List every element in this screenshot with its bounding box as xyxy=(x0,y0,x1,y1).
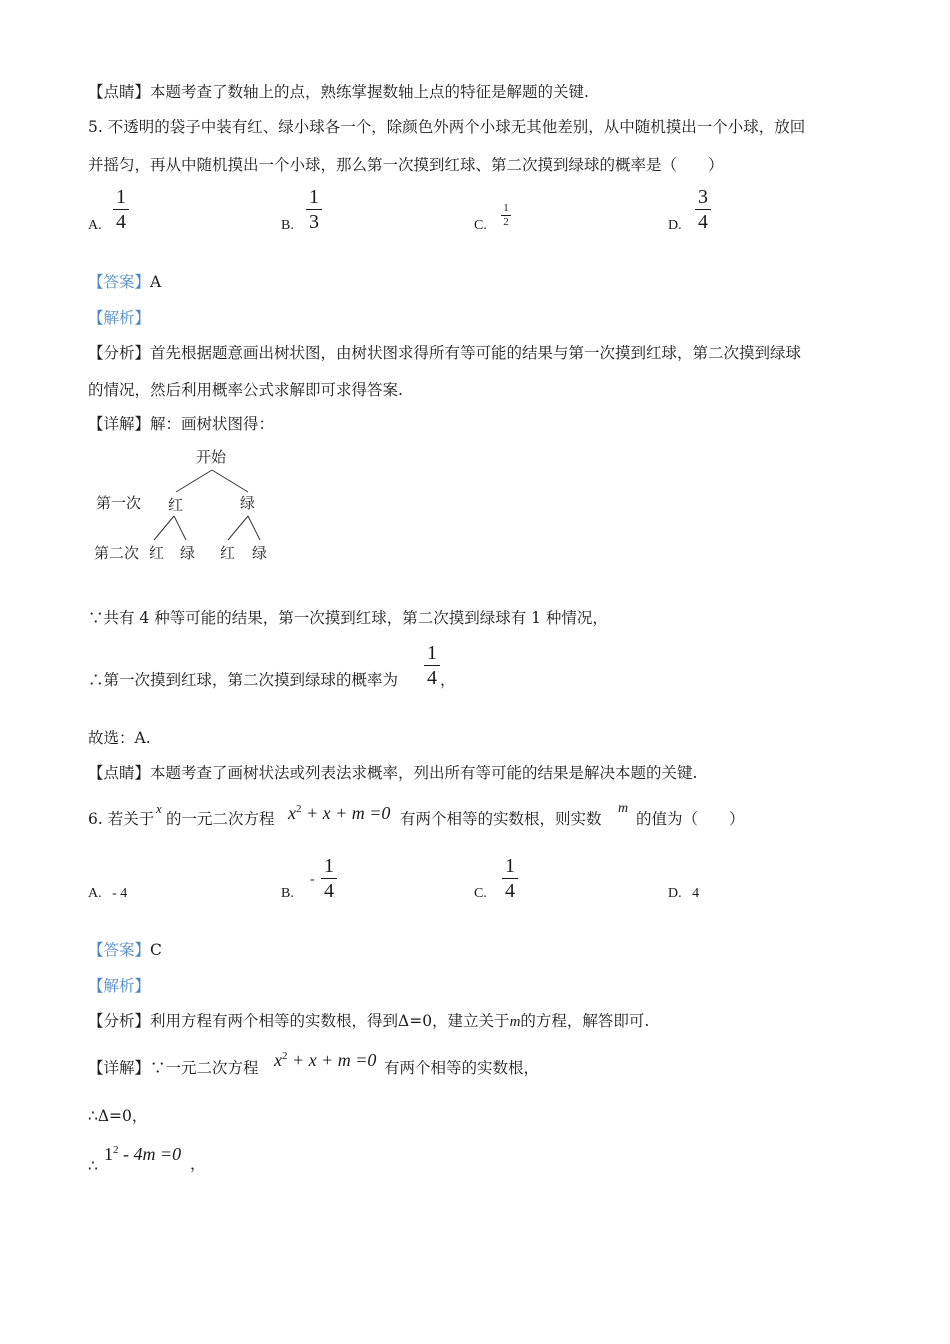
q6-option-c-fraction xyxy=(502,855,518,902)
q5-option-a-label: A. xyxy=(88,218,102,233)
dianjing-tag: 【点睛】 xyxy=(88,764,151,782)
tree-node-red-2a: 红 xyxy=(149,544,165,562)
tree-root: 开始 xyxy=(196,448,227,466)
eq-exponent: 2 xyxy=(296,803,302,815)
q5-stem-line1: 5. 不透明的袋子中装有红、绿小球各一个，除颜色外两个小球无其他差别，从中随机摸出一个小球，放回 xyxy=(88,118,806,136)
tree-level2-label: 第二次 xyxy=(94,544,140,562)
xiangjie-text: 解：画树状图得： xyxy=(150,415,275,433)
q5-stem-line2: 并摇匀，再从中随机摸出一个小球，那么第一次摸到红球、第二次摸到绿球的概率是（ ） xyxy=(88,156,724,174)
denominator: 3 xyxy=(309,211,319,233)
q6-option-c-label: C. xyxy=(474,886,487,901)
numerator: 1 xyxy=(309,186,319,208)
q5-option-d-fraction xyxy=(695,186,711,233)
eq-rest: + x + m =0 xyxy=(287,1050,377,1070)
tree-node-red-2b: 红 xyxy=(220,544,236,562)
numerator: 3 xyxy=(698,186,708,208)
numerator: 1 xyxy=(505,855,515,877)
q5-therefore-fraction xyxy=(424,642,440,689)
q5-therefore-post: ， xyxy=(440,671,456,689)
numerator: 1 xyxy=(116,186,126,208)
q6-final-equation xyxy=(104,1140,181,1164)
dianjing-text: 本题考查了画树状法或列表法求概率，列出所有等可能的结果是解决本题的关键. xyxy=(150,764,698,782)
answer-tag: 【答案】 xyxy=(88,941,151,959)
answer-tag: 【答案】 xyxy=(88,273,151,291)
dianjing-text: 本题考查了数轴上的点，熟练掌握数轴上点的特征是解题的关键. xyxy=(150,83,589,101)
q6-xiangjie-equation xyxy=(274,1046,376,1070)
denominator: 4 xyxy=(116,211,126,233)
q5-dianjing xyxy=(88,763,697,783)
q5-answer xyxy=(88,272,161,292)
denominator: 4 xyxy=(427,667,437,689)
q5-xiangjie xyxy=(88,414,274,434)
tree-node-green-2a: 绿 xyxy=(180,544,196,562)
numerator: 1 xyxy=(324,855,334,877)
q5-option-c-fraction xyxy=(501,203,511,228)
denominator: 4 xyxy=(505,880,515,902)
dianjing-paragraph xyxy=(88,82,589,102)
xiangjie-text: ∵一元二次方程 xyxy=(150,1059,259,1077)
denominator: 4 xyxy=(324,880,334,902)
q5-fenxi-line1 xyxy=(88,343,801,363)
q6-stem-pre: 6. 若关于 xyxy=(88,810,155,828)
q6-answer xyxy=(88,940,162,960)
q5-because: ∵共有 4 种等可能的结果，第一次摸到红球，第二次摸到绿球有 1 种情况， xyxy=(88,609,608,627)
fenxi-tag: 【分析】 xyxy=(88,1012,151,1030)
xiangjie-tag: 【详解】 xyxy=(88,415,151,433)
answer-value: C xyxy=(150,941,162,959)
q6-delta: ∴Δ=0， xyxy=(88,1107,148,1125)
q6-option-b-label: B. xyxy=(281,886,294,901)
q6-final-post: ， xyxy=(190,1155,206,1173)
fenxi-m: m xyxy=(509,1014,521,1030)
answer-value: A xyxy=(150,273,162,291)
q5-option-b-label: B. xyxy=(281,218,294,233)
q5-option-a-fraction xyxy=(113,186,129,233)
fenxi-text: 利用方程有两个相等的实数根，得到Δ=0，建立关于 xyxy=(150,1012,510,1030)
tree-node-red-1: 红 xyxy=(168,496,184,514)
q6-option-b-fraction xyxy=(321,855,337,902)
numerator: 1 xyxy=(427,642,437,664)
tree-node-green-1: 绿 xyxy=(240,494,256,512)
q6-xiangjie-post: 有两个相等的实数根， xyxy=(384,1059,540,1077)
eq-exponent: 2 xyxy=(113,1144,119,1156)
fenxi-tag: 【分析】 xyxy=(88,344,151,362)
q5-analysis-tag: 【解析】 xyxy=(88,309,151,327)
eq-exponent: 2 xyxy=(282,1050,288,1062)
option-label: D. xyxy=(668,886,682,901)
option-value: - 4 xyxy=(112,886,128,901)
q6-var-m: m xyxy=(618,801,629,816)
tree-level1-label: 第一次 xyxy=(96,494,142,512)
q5-option-b-fraction xyxy=(306,186,322,233)
q6-stem-post: 有两个相等的实数根，则实数 xyxy=(400,810,602,828)
denominator: 4 xyxy=(698,211,708,233)
q6-equation xyxy=(288,799,390,823)
q6-option-d xyxy=(668,884,699,904)
q5-option-c-label: C. xyxy=(474,218,487,233)
eq-x: x xyxy=(288,803,296,823)
option-value: 4 xyxy=(692,886,700,901)
eq-rest: - 4m =0 xyxy=(118,1144,182,1164)
q5-therefore-text: ∴第一次摸到红球，第二次摸到绿球的概率为 xyxy=(88,671,399,689)
fenxi-text: 首先根据题意画出树状图，由树状图求得所有等可能的结果与第一次摸到红球，第二次摸到绿球 xyxy=(150,344,802,362)
eq-rest: + x + m =0 xyxy=(301,803,391,823)
q6-therefore-symbol: ∴ xyxy=(88,1157,98,1175)
denominator: 2 xyxy=(503,216,509,228)
q6-stem-end: 的值为（ ） xyxy=(636,810,745,828)
dianjing-tag: 【点睛】 xyxy=(88,83,151,101)
option-label: A. xyxy=(88,886,102,901)
eq-x: x xyxy=(274,1050,282,1070)
q6-option-b-sign: - xyxy=(310,872,315,887)
q6-xiangjie-pre xyxy=(88,1058,259,1078)
q6-option-a xyxy=(88,884,127,904)
fenxi-post: 的方程，解答即可. xyxy=(520,1012,650,1030)
q6-var-x: x xyxy=(156,801,162,816)
tree-node-green-2b: 绿 xyxy=(252,544,268,562)
tree-diagram xyxy=(88,440,288,570)
q6-analysis-tag: 【解析】 xyxy=(88,977,151,995)
q5-fenxi-line2: 的情况，然后利用概率公式求解即可求得答案. xyxy=(88,381,403,399)
q5-option-d-label: D. xyxy=(668,218,682,233)
xiangjie-tag: 【详解】 xyxy=(88,1059,151,1077)
q6-stem-mid: 的一元二次方程 xyxy=(166,810,275,828)
numerator: 1 xyxy=(503,202,509,214)
q5-choose: 故选：A. xyxy=(88,729,151,747)
q6-fenxi xyxy=(88,1011,649,1032)
eq-base: 1 xyxy=(104,1144,113,1164)
